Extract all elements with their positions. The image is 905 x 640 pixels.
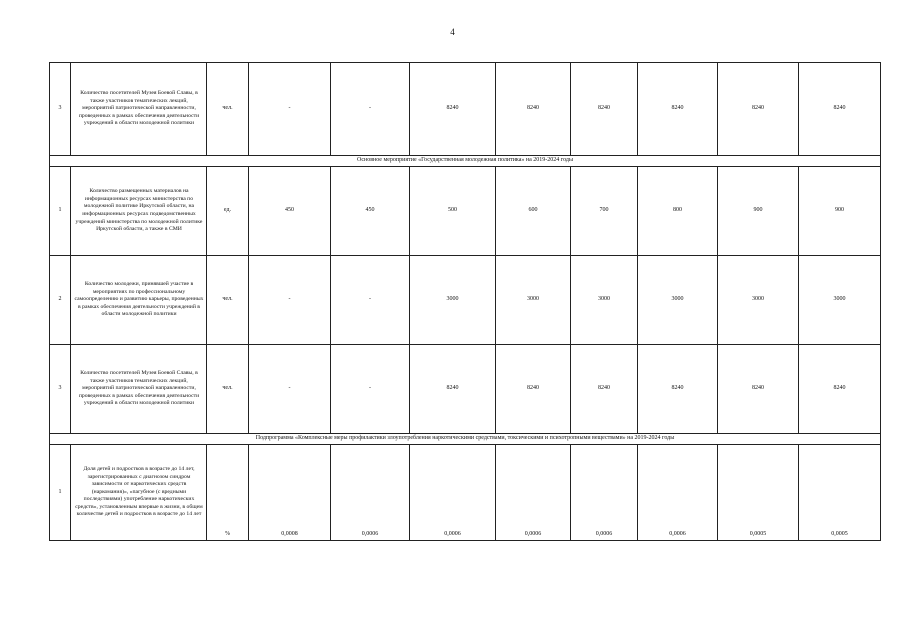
value-cell: 3000 (410, 256, 496, 345)
value-cell: 0,0006 (410, 445, 496, 541)
value-cell: 8240 (718, 63, 799, 156)
value-cell: 8240 (496, 63, 571, 156)
section-title: Подпрограмма «Комплексные меры профилактики злоупотребления наркотическими средствами, токсическими и психотропными веществами» на 2019-2024 годы (50, 434, 881, 445)
value-cell: 0,0006 (496, 445, 571, 541)
value-cell: 450 (249, 167, 331, 256)
unit-cell: ед. (207, 167, 249, 256)
unit-cell: чел. (207, 63, 249, 156)
page-number: 4 (450, 27, 455, 37)
value-cell: 0,0005 (718, 445, 799, 541)
value-cell: 900 (718, 167, 799, 256)
value-cell: 900 (799, 167, 881, 256)
value-cell: 3000 (799, 256, 881, 345)
section-title: Основное мероприятие «Государственная молодежная политика» на 2019-2024 годы (50, 156, 881, 167)
table-row (50, 63, 881, 156)
value-cell: 8240 (496, 345, 571, 434)
row-number: 3 (50, 345, 71, 434)
value-cell: 3000 (638, 256, 718, 345)
indicator-description: Количество размещенных материалов на информационных ресурсах министерства по молодежной политике Иркутской области, на информационных ресурсах подведомственных учреждений министерства по молодежной политике Иркутской области, а также в СМИ (71, 167, 207, 256)
value-cell: - (249, 256, 331, 345)
value-cell: 3000 (496, 256, 571, 345)
value-cell: - (249, 345, 331, 434)
value-cell: 8240 (571, 345, 638, 434)
value-cell: 8240 (799, 63, 881, 156)
value-cell: 0,0006 (331, 445, 410, 541)
value-cell: - (249, 63, 331, 156)
indicator-description: Доля детей и подростков в возрасте до 14 лет, зарегистрированных с диагнозом синдром зависимости от наркотических средств (наркомания)», «пагубное (с вредными последствиями) употребление наркотических средств», установленным впервые в жизни, в общем количестве детей и подростков в возрасте до 14 лет (71, 445, 207, 541)
unit-cell: чел. (207, 256, 249, 345)
value-cell: 0,0006 (638, 445, 718, 541)
value-cell: 8240 (410, 63, 496, 156)
table-row (50, 256, 881, 345)
table-row (50, 167, 881, 256)
value-cell: - (331, 256, 410, 345)
value-cell: 0,0005 (799, 445, 881, 541)
row-number: 1 (50, 445, 71, 541)
value-cell: 700 (571, 167, 638, 256)
section-row (50, 434, 881, 445)
value-cell: 3000 (718, 256, 799, 345)
value-cell: 8240 (410, 345, 496, 434)
indicators-table (49, 62, 881, 541)
value-cell: 8240 (638, 63, 718, 156)
value-cell: - (331, 345, 410, 434)
section-row (50, 156, 881, 167)
unit-cell: % (207, 445, 249, 541)
table-row (50, 445, 881, 541)
value-cell: 0,0008 (249, 445, 331, 541)
value-cell: 8240 (571, 63, 638, 156)
row-number: 1 (50, 167, 71, 256)
row-number: 3 (50, 63, 71, 156)
value-cell: 8240 (638, 345, 718, 434)
value-cell: 8240 (718, 345, 799, 434)
row-number: 2 (50, 256, 71, 345)
indicator-description: Количество посетителей Музея Боевой Славы, в также участников тематических лекций, мероприятий патриотической направленности, проведенных в рамках обеспечения деятельности учреждений в области молодежной политики (71, 345, 207, 434)
value-cell: - (331, 63, 410, 156)
indicator-description: Количество посетителей Музея Боевой Славы, в также участников тематических лекций, мероприятий патриотической направленности, проведенных в рамках обеспечения деятельности учреждений в области молодежной политики (71, 63, 207, 156)
unit-cell: чел. (207, 345, 249, 434)
value-cell: 450 (331, 167, 410, 256)
value-cell: 8240 (799, 345, 881, 434)
value-cell: 800 (638, 167, 718, 256)
value-cell: 600 (496, 167, 571, 256)
value-cell: 500 (410, 167, 496, 256)
value-cell: 3000 (571, 256, 638, 345)
table-row (50, 345, 881, 434)
indicator-description: Количество молодежи, принявшей участие в мероприятиях по профессиональному самоопределению и развитию карьеры, проведенных в рамках обеспечения деятельности учреждений в области молодежной политики (71, 256, 207, 345)
value-cell: 0,0006 (571, 445, 638, 541)
